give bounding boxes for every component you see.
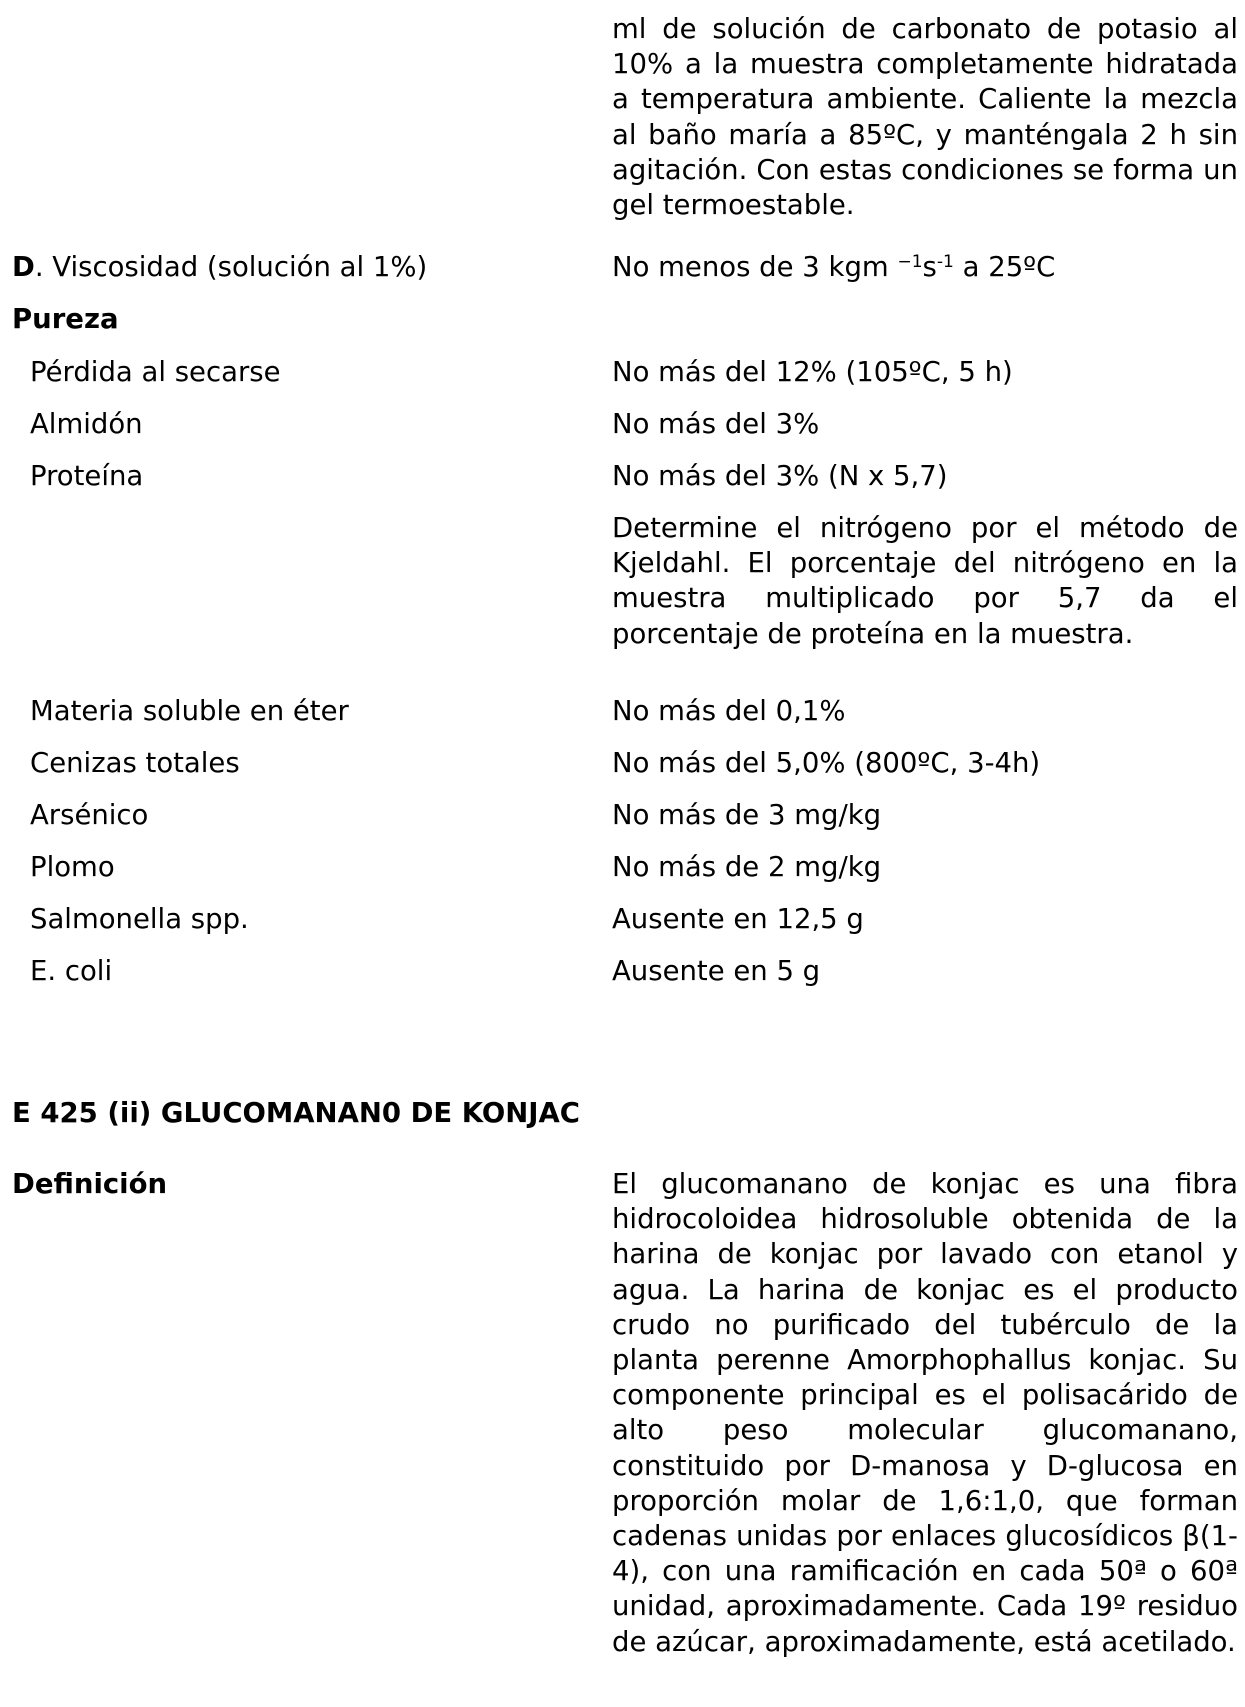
purity-row-label: Salmonella spp. xyxy=(30,903,249,935)
purity-row-label: E. coli xyxy=(30,955,113,987)
purity-row-label: Arsénico xyxy=(30,799,149,831)
purity-row-label: Plomo xyxy=(30,851,115,883)
purity-row-label: Proteína xyxy=(30,460,144,492)
purity-row-value: No más del 5,0% (800ºC, 3-4h) xyxy=(612,747,1041,779)
definition-text: El glucomanano de konjac es una fibra hidrocoloidea hidrosoluble obtenida de la harina de konjac por lavado con etanol y agua. La harina de konjac es el producto crudo no purificado del tubérculo de la planta perenne Amorphophallus konjac. Su componente principal es el polisacárido de alto peso molecular glucomanano, constituido por D-manosa y D-glucosa en proporción molar de 1,6:1,0, que forman cadenas unidas por enlaces glucosídicos β(1-4), con una ramificación en cada 50ª o 60ª unidad, aproximadamente. Cada 19º residuo de azúcar, aproximadamente, está acetilado. xyxy=(612,1168,1238,1658)
purity-row-value: No más de 2 mg/kg xyxy=(612,851,882,883)
viscosity-sup1: −1 xyxy=(897,251,923,272)
purity-row-value: Ausente en 12,5 g xyxy=(612,903,864,935)
purity-row-label: Pérdida al secarse xyxy=(30,356,281,388)
viscosity-sup2: -1 xyxy=(936,251,954,272)
viscosity-label-rest: . Viscosidad (solución al 1%) xyxy=(34,251,428,283)
viscosity-value-part2: s xyxy=(922,251,937,283)
viscosity-label xyxy=(12,250,427,285)
purity-row-label: Cenizas totales xyxy=(30,747,240,779)
definition-label: Definición xyxy=(12,1168,168,1200)
purity-row-value: No más del 3% xyxy=(612,408,820,440)
purity-heading: Pureza xyxy=(12,303,119,335)
purity-row-value: No más de 3 mg/kg xyxy=(612,799,882,831)
identification-d-text: ml de solución de carbonato de potasio al 10% a la muestra completamente hidratada a temperatura ambiente. Caliente la mezcla al baño maría a 85ºC, y manténgala 2 h sin agitación. Con estas condiciones se forma un gel termoestable. xyxy=(612,13,1238,222)
viscosity-value xyxy=(612,250,1238,285)
viscosity-value-part3: a 25ºC xyxy=(953,251,1056,283)
section-title: E 425 (ii) GLUCOMANAN0 DE KONJAC xyxy=(12,1097,580,1129)
purity-row-label: Almidón xyxy=(30,408,143,440)
viscosity-value-part1: No menos de 3 kgm xyxy=(612,251,898,283)
purity-row-label: Materia soluble en éter xyxy=(30,695,349,727)
protein-method-note: Determine el nitrógeno por el método de Kjeldahl. El porcentaje del nitrógeno en la muestra multiplicado por 5,7 da el porcentaje de proteína en la muestra. xyxy=(612,512,1238,650)
purity-row-value: Ausente en 5 g xyxy=(612,955,821,987)
viscosity-label-prefix: D xyxy=(12,251,35,283)
purity-row-value: No más del 3% (N x 5,7) xyxy=(612,460,948,492)
purity-row-value: No más del 12% (105ºC, 5 h) xyxy=(612,356,1013,388)
purity-row-value: No más del 0,1% xyxy=(612,695,846,727)
